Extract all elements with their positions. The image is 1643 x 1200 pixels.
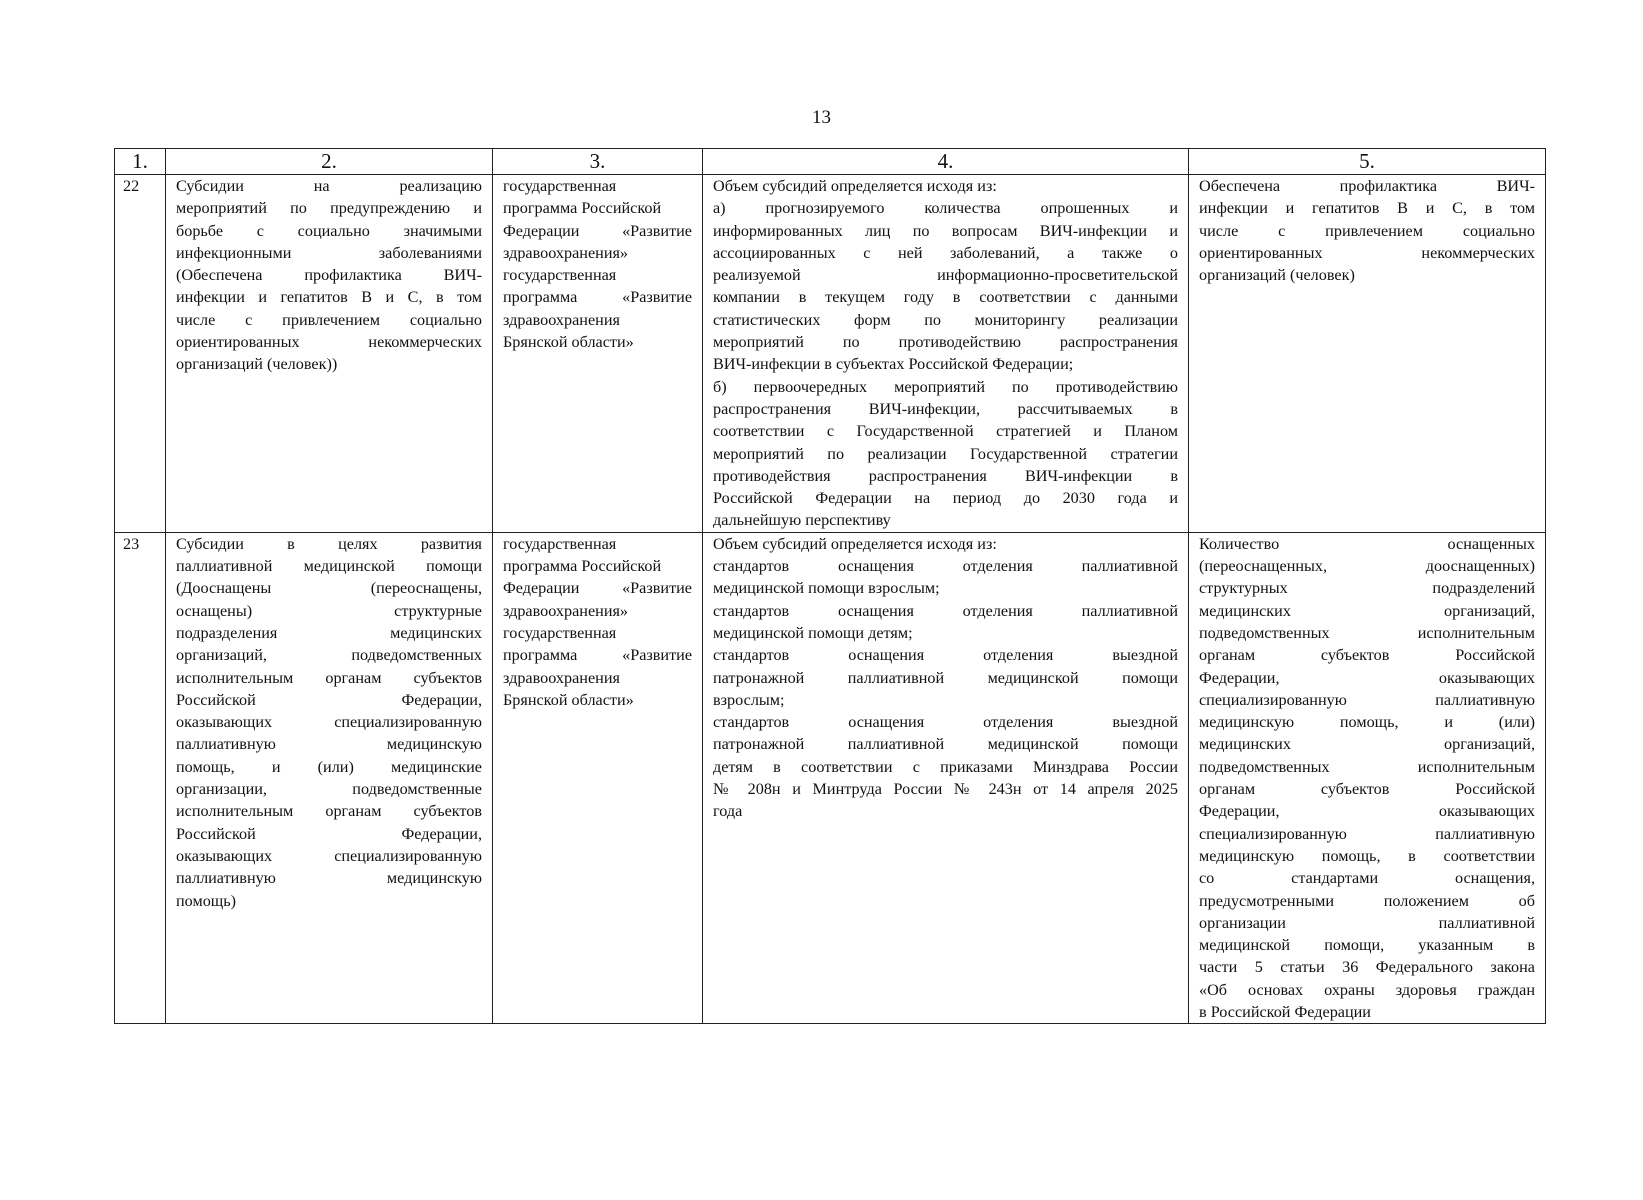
text-line: инфекционными заболеваниями	[176, 243, 482, 262]
text-line: медицинской помощи, указанным в	[1199, 936, 1535, 955]
page-number: 13	[812, 107, 831, 128]
text-line: Объем субсидий определяется исходя из:	[713, 534, 997, 553]
text-line: «Об основах охраны здоровья граждан	[1199, 980, 1535, 999]
text-line: стандартов оснащения отделения выездной	[713, 646, 1178, 665]
header-col-2: 2.	[166, 149, 493, 175]
text-line: (Дооснащены (переоснащены,	[176, 579, 482, 598]
text-line: а) прогнозируемого количества опрошенных и	[713, 199, 1178, 218]
text-line: мероприятий по реализации Государственной стратегии	[713, 444, 1178, 463]
text-line: стандартов оснащения отделения выездной	[713, 713, 1178, 732]
text-line: медицинских организаций,	[1199, 601, 1535, 620]
text-line: помощь, и (или) медицинские	[176, 757, 482, 776]
text-line: подведомственных исполнительным	[1199, 757, 1535, 776]
text-line: Субсидии в целях развития	[176, 534, 482, 553]
text-line: паллиативной медицинской помощи	[176, 557, 482, 576]
text-line: Федерации, оказывающих	[1199, 668, 1535, 687]
text-line: организаций (человек)	[1199, 266, 1355, 285]
text-line: специализированную паллиативную	[1199, 824, 1535, 843]
text-line: организации, подведомственные	[176, 780, 482, 799]
text-line: программа Российской	[503, 557, 662, 576]
text-line: помощь)	[176, 891, 237, 910]
text-line: Российской Федерации,	[176, 824, 482, 843]
header-col-5: 5.	[1189, 149, 1546, 175]
program-cell	[493, 175, 703, 533]
text-line: государственная	[503, 534, 617, 553]
table-row	[115, 532, 1546, 1024]
text-line: медицинских организаций,	[1199, 735, 1535, 754]
text-line: органам субъектов Российской	[1199, 780, 1535, 799]
row-number: 23	[115, 532, 166, 1024]
text-line: программа Российской	[503, 199, 662, 218]
text-line: б) первоочередных мероприятий по противодействию	[713, 377, 1178, 396]
text-line: здравоохранения	[503, 668, 620, 687]
text-line: Федерации «Развитие	[503, 221, 692, 240]
text-line: здравоохранения	[503, 310, 620, 329]
text-line: со стандартами оснащения,	[1199, 869, 1535, 888]
text-line: Брянской области»	[503, 690, 634, 709]
text-line: медицинскую помощь, в соответствии	[1199, 846, 1535, 865]
text-line: в Российской Федерации	[1199, 1002, 1371, 1021]
text-line: паллиативную медицинскую	[176, 869, 482, 888]
header-col-3: 3.	[493, 149, 703, 175]
text-line: медицинской помощи детям;	[713, 623, 913, 642]
text-line: стандартов оснащения отделения паллиативной	[713, 557, 1178, 576]
text-line: предусмотренными положением об	[1199, 891, 1535, 910]
text-line: ВИЧ-инфекции в субъектах Российской Федерации;	[713, 355, 1074, 374]
text-line: паллиативную медицинскую	[176, 735, 482, 754]
text-line: здравоохранения»	[503, 601, 629, 620]
text-line: Объем субсидий определяется исходя из:	[713, 177, 997, 195]
text-line: дальнейшую перспективу	[713, 511, 891, 530]
text-line: борьбе с социально значимыми	[176, 221, 482, 240]
text-line: организаций (человек))	[176, 355, 338, 374]
text-line: Федерации, оказывающих	[1199, 802, 1535, 821]
text-line: № 208н и Минтруда России № 243н от 14 апреля 2025	[713, 780, 1178, 799]
text-line: распространения ВИЧ-инфекции, рассчитываемых в	[713, 399, 1178, 418]
text-line: (Обеспечена профилактика ВИЧ-	[176, 266, 482, 285]
text-line: мероприятий по противодействию распространения	[713, 333, 1178, 352]
text-line: специализированную паллиативную	[1199, 690, 1535, 709]
volume-basis-cell	[703, 532, 1189, 1024]
text-line: статистических форм по мониторингу реализации	[713, 310, 1178, 329]
text-line: инфекции и гепатитов В и С, в том	[176, 288, 482, 307]
text-line: организаций, подведомственных	[176, 646, 482, 665]
result-indicator-cell	[1189, 175, 1546, 533]
result-indicator-cell	[1189, 532, 1546, 1024]
text-line: патронажной паллиативной медицинской помощи	[713, 735, 1178, 754]
text-line: подведомственных исполнительным	[1199, 623, 1535, 642]
text-line: структурных подразделений	[1199, 579, 1535, 598]
text-line: мероприятий по предупреждению и	[176, 199, 482, 218]
header-col-4: 4.	[703, 149, 1189, 175]
subsidy-name-cell	[166, 175, 493, 533]
text-line: государственная	[503, 177, 617, 195]
text-line: организации паллиативной	[1199, 913, 1535, 932]
text-line: патронажной паллиативной медицинской помощи	[713, 668, 1178, 687]
text-line: оказывающих специализированную	[176, 713, 482, 732]
text-line: детям в соответствии с приказами Минздрава России	[713, 757, 1178, 776]
text-line: медицинскую помощь, и (или)	[1199, 713, 1535, 732]
text-line: государственная	[503, 266, 617, 285]
text-line: Российской Федерации,	[176, 690, 482, 709]
text-line: исполнительным органам субъектов	[176, 802, 482, 821]
text-line: реализуемой информационно-просветительской	[713, 266, 1178, 285]
text-line: числе с привлечением социально	[176, 310, 482, 329]
header-col-1: 1.	[115, 149, 166, 175]
text-line: ассоциированных с ней заболеваний, а также о	[713, 243, 1178, 262]
subsidies-table	[114, 148, 1546, 1024]
text-line: оказывающих специализированную	[176, 846, 482, 865]
text-line: программа «Развитие	[503, 646, 692, 665]
subsidy-name-cell	[166, 532, 493, 1024]
text-line: исполнительным органам субъектов	[176, 668, 482, 687]
text-line: (переоснащенных, дооснащенных)	[1199, 557, 1535, 576]
text-line: Российской Федерации на период до 2030 года и	[713, 489, 1178, 508]
text-line: оснащены) структурные	[176, 601, 482, 620]
table-header-row	[115, 149, 1546, 175]
text-line: подразделения медицинских	[176, 623, 482, 642]
text-line: компании в текущем году в соответствии с данными	[713, 288, 1178, 307]
text-line: противодействия распространения ВИЧ-инфекции в	[713, 466, 1178, 485]
text-line: взрослым;	[713, 690, 785, 709]
volume-basis-cell	[703, 175, 1189, 533]
program-cell	[493, 532, 703, 1024]
text-line: стандартов оснащения отделения паллиативной	[713, 601, 1178, 620]
text-line: медицинской помощи взрослым;	[713, 579, 940, 598]
text-line: Федерации «Развитие	[503, 579, 692, 598]
table-row	[115, 175, 1546, 533]
text-line: инфекции и гепатитов В и С, в том	[1199, 199, 1535, 218]
text-line: здравоохранения»	[503, 243, 629, 262]
text-line: Количество оснащенных	[1199, 534, 1535, 553]
text-line: ориентированных некоммерческих	[1199, 243, 1535, 262]
text-line: Брянской области»	[503, 333, 634, 352]
text-line: программа «Развитие	[503, 288, 692, 307]
text-line: государственная	[503, 623, 617, 642]
text-line: ориентированных некоммерческих	[176, 333, 482, 352]
text-line: Обеспечена профилактика ВИЧ-	[1199, 177, 1535, 195]
text-line: Субсидии на реализацию	[176, 177, 482, 195]
row-number: 22	[115, 175, 166, 533]
text-line: соответствии с Государственной стратегией и Планом	[713, 422, 1178, 441]
text-line: органам субъектов Российской	[1199, 646, 1535, 665]
text-line: года	[713, 802, 743, 821]
text-line: числе с привлечением социально	[1199, 221, 1535, 240]
text-line: информированных лиц по вопросам ВИЧ-инфекции и	[713, 221, 1178, 240]
text-line: части 5 статьи 36 Федерального закона	[1199, 958, 1535, 977]
